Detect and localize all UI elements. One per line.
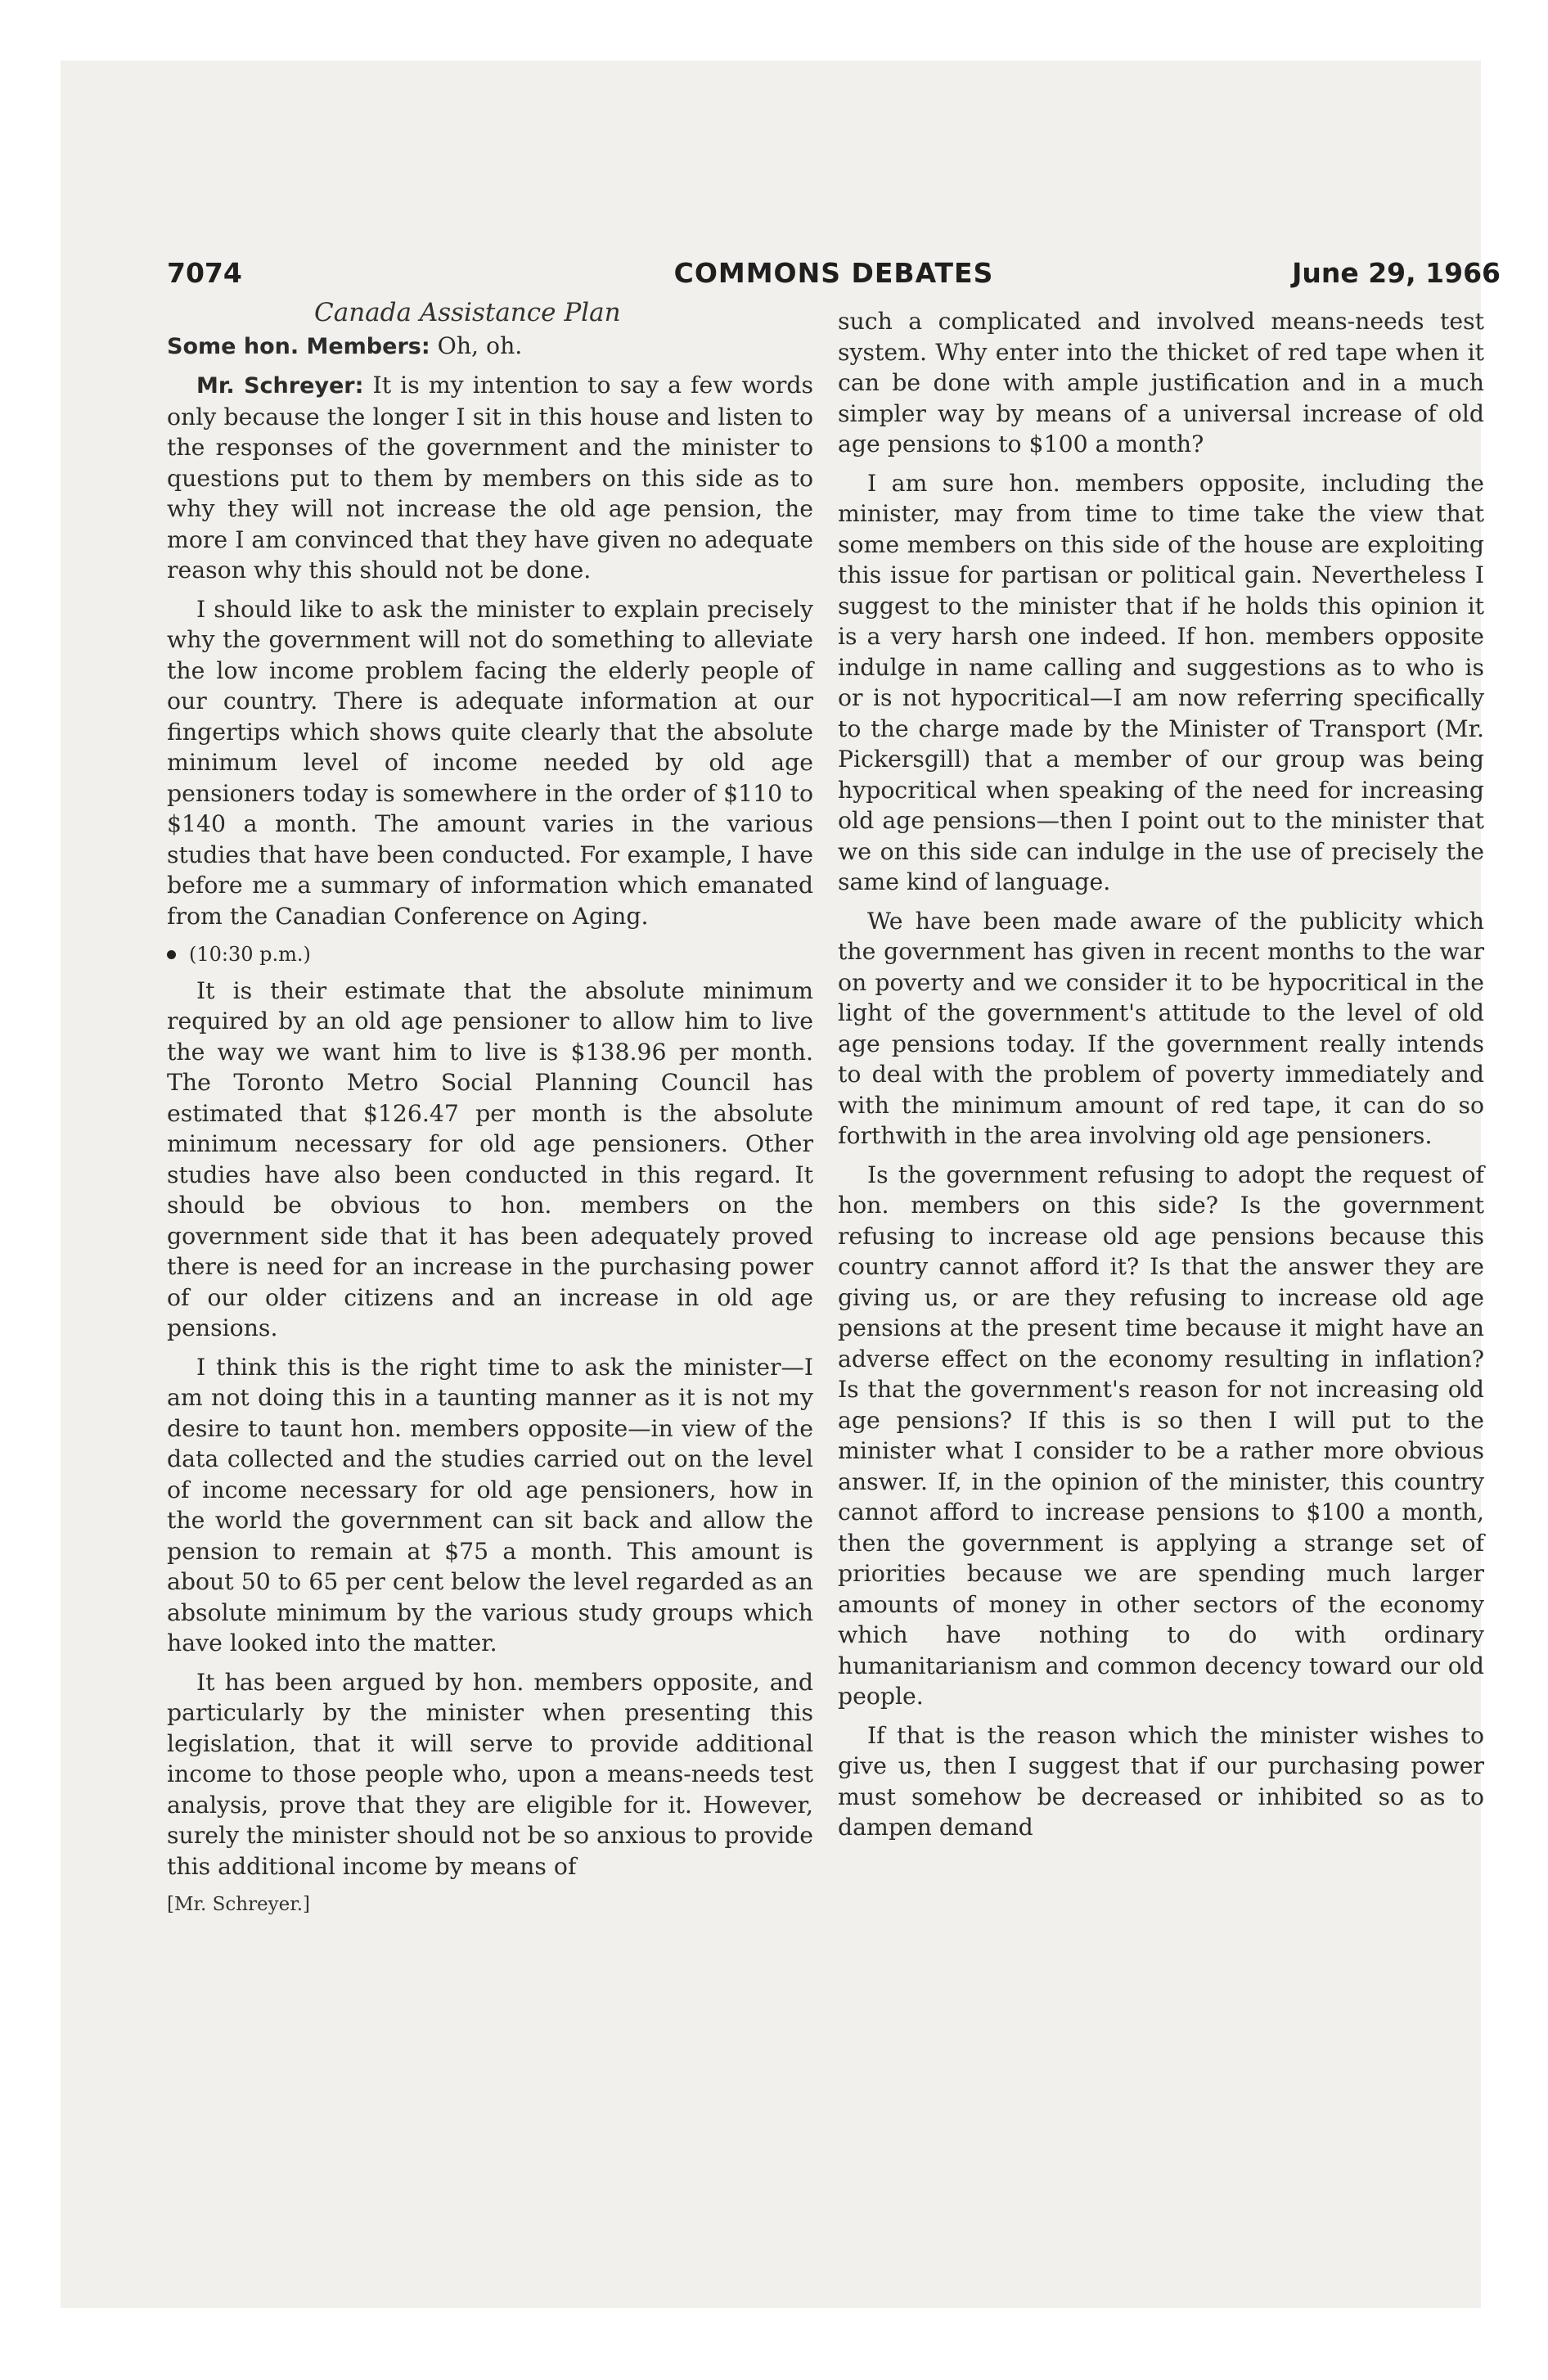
right-column (838, 306, 1484, 1851)
paragraph: We have been made aware of the publicity which the government has given in recent months to the war on poverty and we consider it to be hypocritical in the light of the government's attitude to the level of old age pensions today. If the government really intends to deal with the problem of poverty immediately and with the minimum amount of red tape, it can do so forthwith in the area involving old age pensioners. (838, 907, 1484, 1149)
page-content (167, 257, 1501, 1915)
scanned-page (61, 61, 1501, 2308)
paragraph-text: Oh, oh. (430, 331, 523, 359)
paragraph: It has been argued by hon. members opposite, and particularly by the minister when presenting this legislation, that it will serve to provide additional income to those people who, upon a means-needs test analysis, prove that they are eligible for it. However, surely the minister should not be so anxious to provide this additional income by means of (167, 1668, 813, 1880)
paragraph (167, 370, 813, 586)
paragraph: Is the government refusing to adopt the request of hon. members on this side? Is the government refusing to increase old age pensions because this country cannot afford it? Is that the answer they are giving us, or are they refusing to increase old age pensions at the present time because it might have an adverse effect on the economy resulting in inflation? Is that the government's reason for not increasing old age pensions? If this is so then I will put to the minister what I consider to be a rather more obvious answer. If, in the opinion of the minister, this country cannot afford to increase pensions to $100 a month, then the government is applying a strange set of priorities because we are spending much larger amounts of money in other sectors of the economy which have nothing to do with ordinary humanitarianism and common decency toward our old people. (838, 1161, 1484, 1710)
speaker-label: Mr. Schreyer: (196, 373, 364, 399)
paragraph: I am sure hon. members opposite, including the minister, may from time to time take the view that some members on this side of the house are exploiting this issue for partisan or political gain. Nevertheless I suggest to the minister that if he holds this opinion it is a very harsh one indeed. If hon. members opposite indulge in name calling and suggestions as to who is or is not hypocritical—I am now referring specifically to the charge made by the Minister of Transport (Mr. Pickersgill) that a member of our group was being hypocritical when speaking of the need for increasing old age pensions—then I point out to the minister that we on this side can indulge in the use of precisely the same kind of language. (838, 469, 1484, 895)
paragraph-text: It is my intention to say a few words only because the longer I sit in this house and listen to the responses of the government and the minister to questions put to them by members on this side as to why they will not increase the old age pension, the more I am convinced that they have given no adequate reason why this should not be done. (167, 372, 813, 584)
paragraph: such a complicated and involved means-needs test system. Why enter into the thicket of red tape when it can be done with ample justification and in a much simpler way by means of a universal increase of old age pensions to $100 a month? (838, 308, 1484, 458)
issue-date: June 29, 1966 (1292, 257, 1501, 289)
speaker-attribution: [Mr. Schreyer.] (167, 1894, 311, 1915)
paragraph: I should like to ask the minister to explain precisely why the government will not do something to alleviate the low income problem facing the elderly people of our country. There is adequate information at our fingertips which shows quite clearly that the absolute minimum level of income needed by old age pensioners today is somewhere in the order of $110 to $140 a month. The amount varies in the various studies that have been conducted. For example, I have before me a summary of information which emanated from the Canadian Conference on Aging. (167, 595, 813, 930)
publication-title: COMMONS DEBATES (673, 257, 994, 289)
left-column (167, 298, 813, 1921)
time-stamp (167, 940, 813, 971)
speaker-label: Some hon. Members: (167, 333, 430, 359)
page-number: 7074 (167, 257, 242, 289)
paragraph (167, 331, 813, 363)
time-stamp-text: (10:30 p.m.) (189, 943, 311, 966)
paragraph: If that is the reason which the minister wishes to give us, then I suggest that if our purchasing power must somehow be decreased or inhibited so as to dampen demand (838, 1721, 1484, 1841)
running-header (167, 257, 1501, 298)
paragraph: It is their estimate that the absolute minimum required by an old age pensioner to allow him to live the way we want him to live is $138.96 per month. The Toronto Metro Social Planning Council has estimated that $126.47 per month is the absolute minimum necessary for old age pensioners. Other studies have also been conducted in this regard. It should be obvious to hon. members on the government side that it has been adequately proved there is need for an increase in the purchasing power of our older citizens and an increase in old age pensions. (167, 976, 813, 1341)
section-heading: Canada Assistance Plan (314, 298, 621, 327)
bullet-dot-icon (167, 950, 176, 959)
paragraph: I think this is the right time to ask the minister—I am not doing this in a taunting manner as it is not my desire to taunt hon. members opposite—in view of the data collected and the studies carried out on the level of income necessary for old age pensioners, how in the world the government can sit back and allow the pension to remain at $75 a month. This amount is about 50 to 65 per cent below the level regarded as an absolute minimum by the various study groups which have looked into the matter. (167, 1353, 813, 1657)
